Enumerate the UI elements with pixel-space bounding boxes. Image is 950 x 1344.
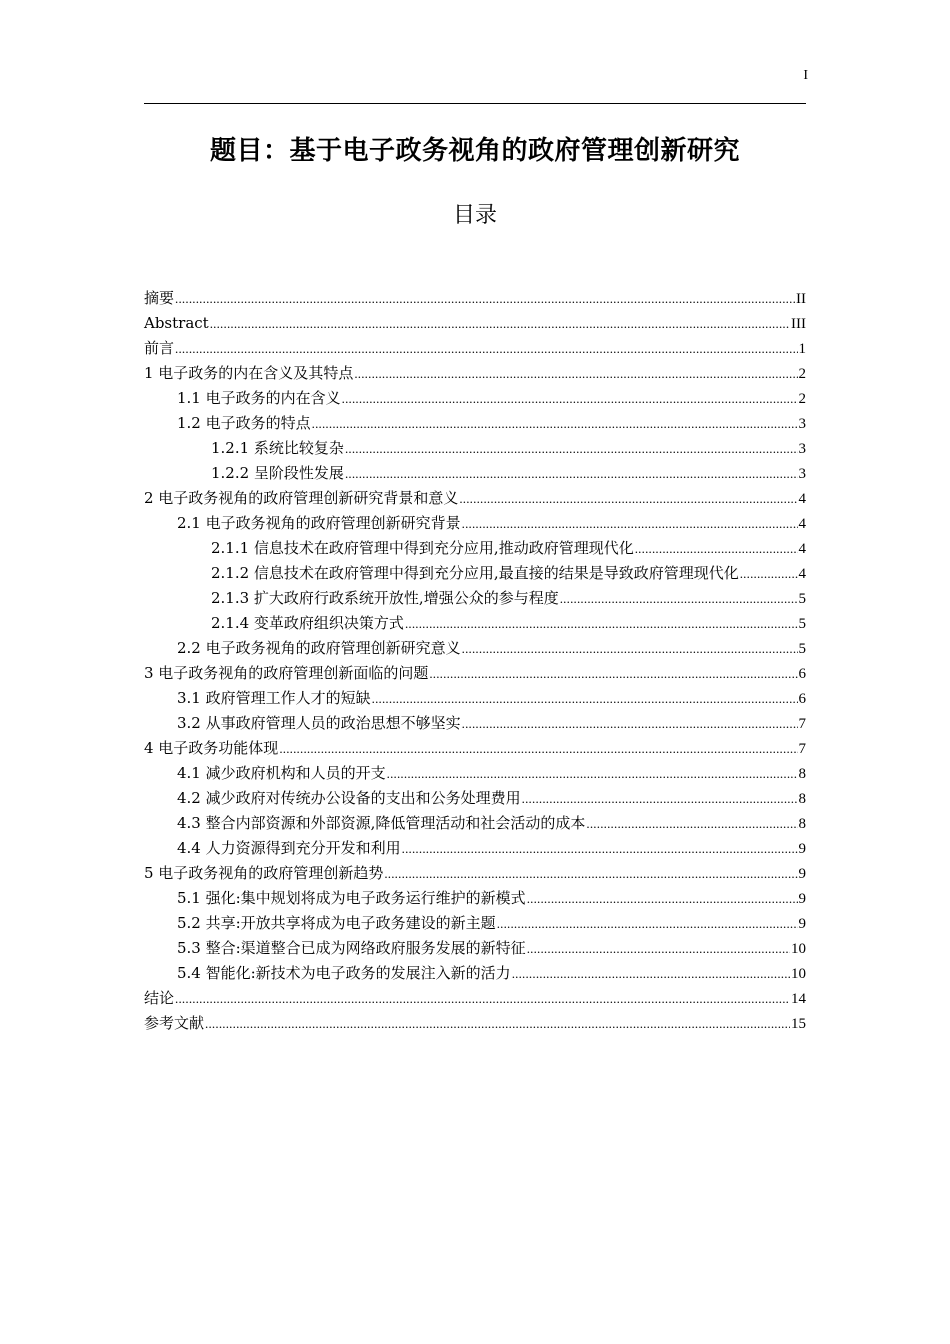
toc-entry-title: 4 电子政务功能体现	[144, 739, 279, 757]
toc-entry-title: 4.1 减少政府机构和人员的开支	[177, 764, 386, 782]
toc-entry[interactable]	[144, 561, 806, 586]
toc-entry-title: 2.1.4 变革政府组织决策方式	[211, 614, 404, 632]
toc-dot-leader	[279, 736, 797, 761]
toc-entry-page: 5	[798, 591, 806, 607]
toc-entry[interactable]	[144, 436, 806, 461]
toc-entry[interactable]	[144, 811, 806, 836]
toc-dot-leader	[402, 836, 798, 861]
toc-entry[interactable]	[144, 411, 806, 436]
toc-dot-leader	[497, 911, 798, 936]
toc-entry[interactable]	[144, 511, 806, 536]
toc-dot-leader	[560, 586, 798, 611]
toc-entry-page: 3	[798, 441, 806, 457]
toc-entry-page: 4	[798, 566, 806, 582]
toc-entry-page: 1	[798, 341, 806, 357]
toc-dot-leader	[527, 886, 798, 911]
toc-entry-page: 3	[798, 416, 806, 432]
toc-dot-leader	[635, 536, 798, 561]
toc-entry[interactable]	[144, 886, 806, 911]
toc-entry[interactable]	[144, 861, 806, 886]
toc-entry-page: 10	[791, 966, 806, 982]
toc-entry-title: 5.3 整合:渠道整合已成为网络政府服务发展的新特征	[177, 939, 526, 957]
toc-entry[interactable]	[144, 361, 806, 386]
document-title: 题目：基于电子政务视角的政府管理创新研究	[209, 136, 740, 166]
toc-entry-page: 6	[798, 666, 806, 682]
toc-entry-title: 1.2 电子政务的特点	[177, 414, 311, 432]
toc-entry-title: 2.1 电子政务视角的政府管理创新研究背景	[177, 514, 461, 532]
toc-entry-page: 8	[798, 791, 806, 807]
toc-entry-page: 4	[798, 541, 806, 557]
toc-entry[interactable]	[144, 836, 806, 861]
toc-entry-title: 1.2.2 呈阶段性发展	[211, 464, 344, 482]
toc-dot-leader	[429, 661, 797, 686]
toc-entry-page: 9	[798, 916, 806, 932]
toc-dot-leader	[527, 936, 790, 961]
page-number: I	[803, 68, 808, 83]
toc-dot-leader	[384, 861, 797, 886]
toc-entry-page: 5	[798, 616, 806, 632]
header-rule	[144, 103, 806, 104]
toc-entry-title: Abstract	[144, 314, 209, 332]
toc-entry[interactable]	[144, 336, 806, 361]
toc-entry-title: 4.2 减少政府对传统办公设备的支出和公务处理费用	[177, 789, 521, 807]
toc-dot-leader	[175, 986, 790, 1011]
toc-entry-page: III	[791, 316, 806, 332]
toc-entry-title: 摘要	[144, 289, 175, 307]
toc-entry[interactable]	[144, 736, 806, 761]
toc-entry-page: 9	[798, 866, 806, 882]
toc-dot-leader	[354, 361, 797, 386]
toc-entry[interactable]	[144, 686, 806, 711]
toc-entry-title: 4.3 整合内部资源和外部资源,降低管理活动和社会活动的成本	[177, 814, 586, 832]
toc-dot-leader	[205, 1011, 790, 1036]
toc-entry[interactable]	[144, 286, 806, 311]
toc-dot-leader	[175, 336, 797, 361]
toc-entry-page: 4	[798, 516, 806, 532]
toc-entry-page: 8	[798, 766, 806, 782]
toc-entry[interactable]	[144, 711, 806, 736]
toc-entry-title: 2.1.1 信息技术在政府管理中得到充分应用,推动政府管理现代化	[211, 539, 634, 557]
toc-dot-leader	[462, 636, 798, 661]
toc-entry-title: 参考文献	[144, 1014, 205, 1032]
toc-entry[interactable]	[144, 936, 806, 961]
toc-entry-title: 4.4 人力资源得到充分开发和利用	[177, 839, 401, 857]
toc-dot-leader	[345, 436, 798, 461]
toc-dot-leader	[512, 961, 790, 986]
toc-heading: 目录	[452, 203, 497, 228]
toc-dot-leader	[740, 561, 798, 586]
toc-dot-leader	[462, 711, 798, 736]
toc-entry[interactable]	[144, 661, 806, 686]
toc-entry-page: 7	[798, 716, 806, 732]
toc-entry-page: 2	[798, 391, 806, 407]
toc-dot-leader	[342, 386, 798, 411]
toc-entry-title: 结论	[144, 989, 175, 1007]
toc-entry[interactable]	[144, 486, 806, 511]
toc-entry-title: 5 电子政务视角的政府管理创新趋势	[144, 864, 384, 882]
toc-entry-page: 7	[798, 741, 806, 757]
toc-entry-title: 2.1.3 扩大政府行政系统开放性,增强公众的参与程度	[211, 589, 559, 607]
toc-dot-leader	[372, 686, 798, 711]
toc-entry-page: 5	[798, 641, 806, 657]
toc-entry[interactable]	[144, 786, 806, 811]
toc-entry[interactable]	[144, 386, 806, 411]
toc-dot-leader	[459, 486, 797, 511]
toc-entry-title: 5.1 强化:集中规划将成为电子政务运行维护的新模式	[177, 889, 526, 907]
table-of-contents	[144, 286, 806, 1036]
toc-entry-title: 3.2 从事政府管理人员的政治思想不够坚实	[177, 714, 461, 732]
toc-entry-title: 1 电子政务的内在含义及其特点	[144, 364, 354, 382]
toc-entry-title: 前言	[144, 339, 175, 357]
toc-dot-leader	[405, 611, 798, 636]
toc-dot-leader	[210, 311, 790, 336]
toc-entry[interactable]	[144, 611, 806, 636]
toc-entry[interactable]	[144, 536, 806, 561]
toc-entry-title: 1.1 电子政务的内在含义	[177, 389, 341, 407]
toc-entry-page: 9	[798, 891, 806, 907]
toc-entry-title: 5.2 共享:开放共享将成为电子政务建设的新主题	[177, 914, 496, 932]
toc-entry-page: II	[796, 291, 806, 307]
toc-entry-page: 3	[798, 466, 806, 482]
toc-entry[interactable]	[144, 961, 806, 986]
toc-entry-title: 2.2 电子政务视角的政府管理创新研究意义	[177, 639, 461, 657]
toc-dot-leader	[312, 411, 798, 436]
toc-entry[interactable]	[144, 911, 806, 936]
toc-dot-leader	[387, 761, 798, 786]
toc-entry[interactable]	[144, 761, 806, 786]
toc-dot-leader	[462, 511, 798, 536]
toc-entry-title: 5.4 智能化:新技术为电子政务的发展注入新的活力	[177, 964, 511, 982]
toc-entry-title: 2 电子政务视角的政府管理创新研究背景和意义	[144, 489, 459, 507]
toc-entry-page: 4	[798, 491, 806, 507]
toc-entry-page: 8	[798, 816, 806, 832]
toc-entry[interactable]	[144, 1011, 806, 1036]
toc-entry-page: 6	[798, 691, 806, 707]
toc-entry[interactable]	[144, 586, 806, 611]
toc-dot-leader	[175, 286, 795, 311]
toc-entry[interactable]	[144, 986, 806, 1011]
toc-entry-title: 1.2.1 系统比较复杂	[211, 439, 344, 457]
toc-entry-title: 3 电子政务视角的政府管理创新面临的问题	[144, 664, 429, 682]
toc-entry-title: 2.1.2 信息技术在政府管理中得到充分应用,最直接的结果是导致政府管理现代化	[211, 564, 739, 582]
toc-entry-page: 15	[791, 1016, 806, 1032]
toc-dot-leader	[586, 811, 797, 836]
toc-entry-page: 2	[798, 366, 806, 382]
toc-entry-title: 3.1 政府管理工作人才的短缺	[177, 689, 371, 707]
toc-dot-leader	[522, 786, 798, 811]
toc-entry[interactable]	[144, 311, 806, 336]
toc-entry[interactable]	[144, 461, 806, 486]
toc-entry-page: 14	[791, 991, 806, 1007]
toc-entry-page: 10	[791, 941, 806, 957]
toc-entry-page: 9	[798, 841, 806, 857]
toc-dot-leader	[345, 461, 798, 486]
toc-entry[interactable]	[144, 636, 806, 661]
